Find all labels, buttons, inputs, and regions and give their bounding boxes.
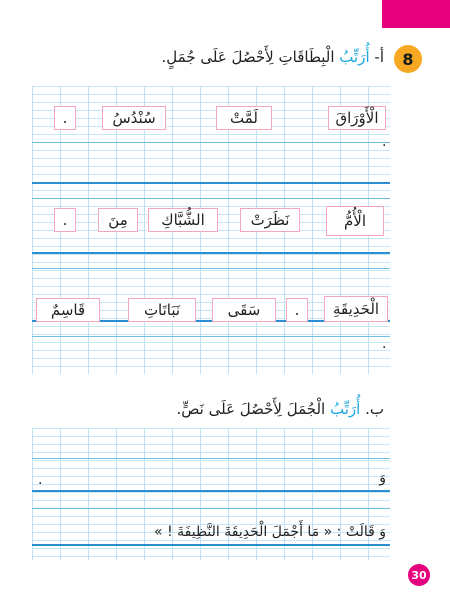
word-card[interactable]: الْأُمُّ [326,206,384,236]
word-card[interactable]: . [54,208,76,232]
line-end-dot: . [38,472,43,488]
row-baseline [32,544,390,546]
instruction-b-prefix: ب. [365,400,384,418]
instruction-a-verb: أُرَتِّبُ [339,48,370,66]
word-card[interactable]: مِنَ [98,208,138,232]
word-card[interactable]: الْأَوْرَاقَ [328,106,386,130]
instruction-a-prefix: أ- [374,48,384,66]
quoted-sentence: وَ قَالَتْ : « مَا أَجْمَلَ الْحَدِيقَةَ النَّظِيفَةَ ! » [154,524,386,540]
word-card[interactable]: سَقَى [212,298,276,322]
instruction-b-verb: أُرَتِّبُ [330,400,361,418]
instruction-b-rest: الْجُمَلَ لِأَحْصُلَ عَلَى نَصٍّ. [176,400,326,418]
row-guide-line [32,508,390,509]
word-card[interactable]: . [286,298,308,322]
row-end-dot: . [382,336,387,352]
row-guide-line [32,458,390,459]
row-guide-line [32,268,390,269]
row-end-dot: . [382,134,387,150]
row-guide-line [32,142,390,143]
writing-grid-b [32,428,390,560]
instruction-a [162,48,384,66]
row-baseline [32,490,390,492]
exercise-number-badge: 8 [394,45,422,73]
word-card[interactable]: الْحَدِيقَةِ [324,296,388,322]
word-card[interactable]: . [54,106,76,130]
instruction-b [177,400,384,418]
row-guide-line [32,198,390,199]
row-baseline [32,182,390,184]
corner-tab [382,0,450,28]
word-card[interactable]: سُنْدُسُ [102,106,166,130]
word-card[interactable]: قَاسِمٌ [36,298,100,322]
word-card[interactable]: نَبَاتَاتِ [128,298,196,322]
instruction-a-rest: الْبِطَاقَاتِ لِأَحْصُلَ عَلَى جُمَلٍ. [161,48,335,66]
page-number-badge: 30 [408,564,430,586]
row-baseline [32,252,390,254]
word-card[interactable]: لَمَّتْ [216,106,272,130]
writing-grid-a [32,86,390,374]
line-start-waw: وَ [379,470,386,486]
word-card[interactable]: الشُّبَّاكِ [148,208,218,232]
word-card[interactable]: نَظَرَتْ [240,208,300,232]
row-guide-line [32,336,390,337]
